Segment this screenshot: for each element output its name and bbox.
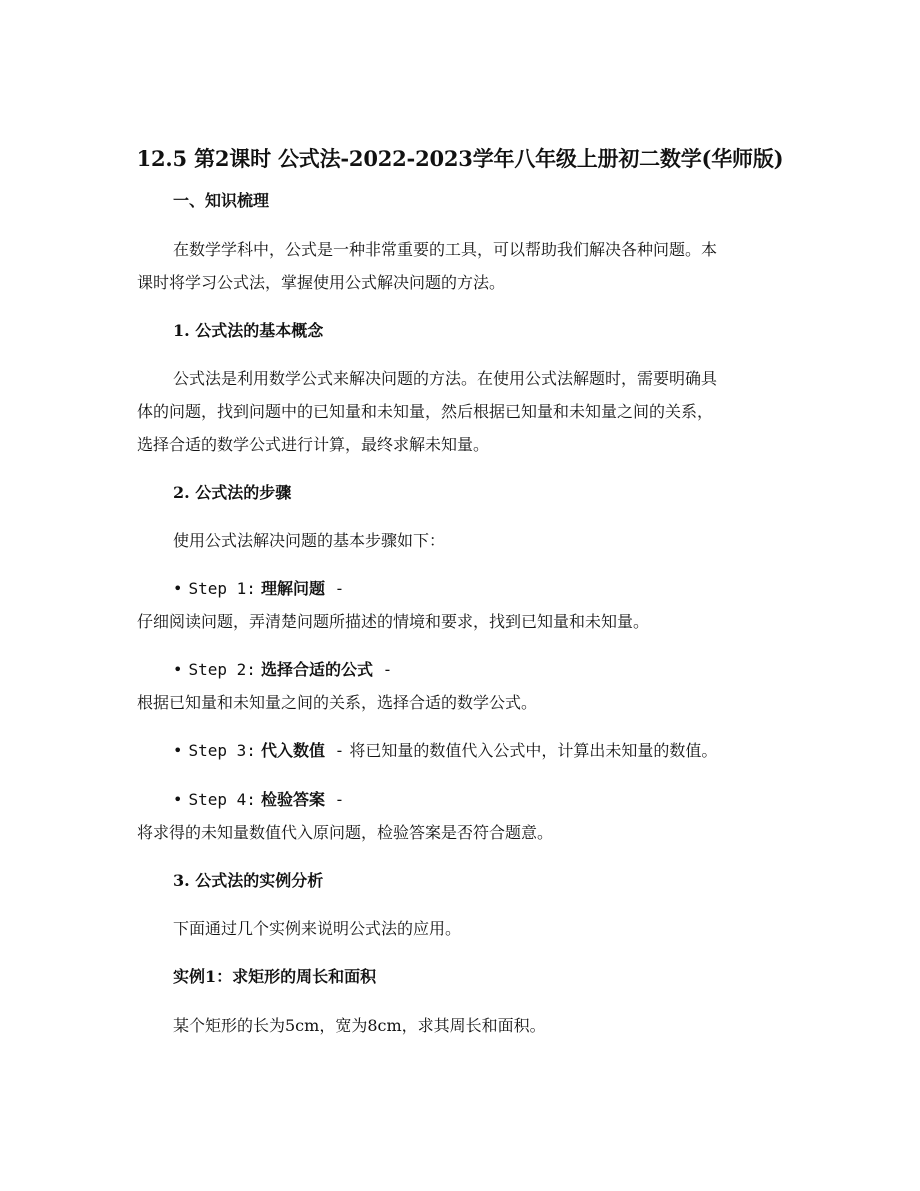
paragraph-line: 使用公式法解决问题的基本步骤如下： [173,531,446,550]
paragraph-line: 在数学学科中，公式是一种非常重要的工具，可以帮助我们解决各种问题。本 [173,240,718,259]
step-dash: - [324,741,345,760]
step-label: Step 4: [188,790,256,809]
step-label: Step 3: [188,741,256,760]
step-title: 检验答案 [260,790,325,809]
step-item [173,790,344,810]
paragraph-line: 下面通过几个实例来说明公式法的应用。 [173,919,462,938]
step-description: 将求得的未知量数值代入原问题，检验答案是否符合题意。 [137,823,554,842]
step-title: 代入数值 [260,741,325,760]
bullet-icon: • [173,790,183,809]
document-title: 12.5 第2课时 公式法-2022-2023学年八年级上册初二数学(华师版) [136,146,784,171]
step-title: 理解问题 [260,579,325,598]
step-item [173,579,344,599]
step-label: Step 2: [188,660,256,679]
bullet-icon: • [173,579,183,598]
step-dash: - [324,790,345,809]
step-description: 仔细阅读问题，弄清楚问题所描述的情境和要求，找到已知量和未知量。 [137,612,650,631]
section-heading-knowledge: 一、知识梳理 [173,191,270,210]
example-heading: 实例1：求矩形的周长和面积 [173,967,377,986]
step-description: 将已知量的数值代入公式中，计算出未知量的数值。 [344,741,718,760]
step-item [173,741,717,761]
step-label: Step 1: [188,579,256,598]
paragraph-line: 某个矩形的长为5cm，宽为8cm，求其周长和面积。 [173,1016,546,1035]
paragraph-line: 课时将学习公式法，掌握使用公式解决问题的方法。 [137,273,506,292]
step-item [173,660,392,680]
step-dash: - [324,579,345,598]
paragraph-line: 公式法是利用数学公式来解决问题的方法。在使用公式法解题时，需要明确具 [173,369,718,388]
subsection-heading-concept: 1. 公式法的基本概念 [173,321,324,340]
step-title: 选择合适的公式 [260,660,373,679]
subsection-heading-steps: 2. 公式法的步骤 [173,483,292,502]
step-description: 根据已知量和未知量之间的关系，选择合适的数学公式。 [137,693,538,712]
step-dash: - [372,660,393,679]
subsection-heading-examples: 3. 公式法的实例分析 [173,871,324,890]
paragraph-line: 体的问题，找到问题中的已知量和未知量，然后根据已知量和未知量之间的关系， [137,402,714,421]
bullet-icon: • [173,660,183,679]
paragraph-line: 选择合适的数学公式进行计算，最终求解未知量。 [137,435,490,454]
bullet-icon: • [173,741,183,760]
